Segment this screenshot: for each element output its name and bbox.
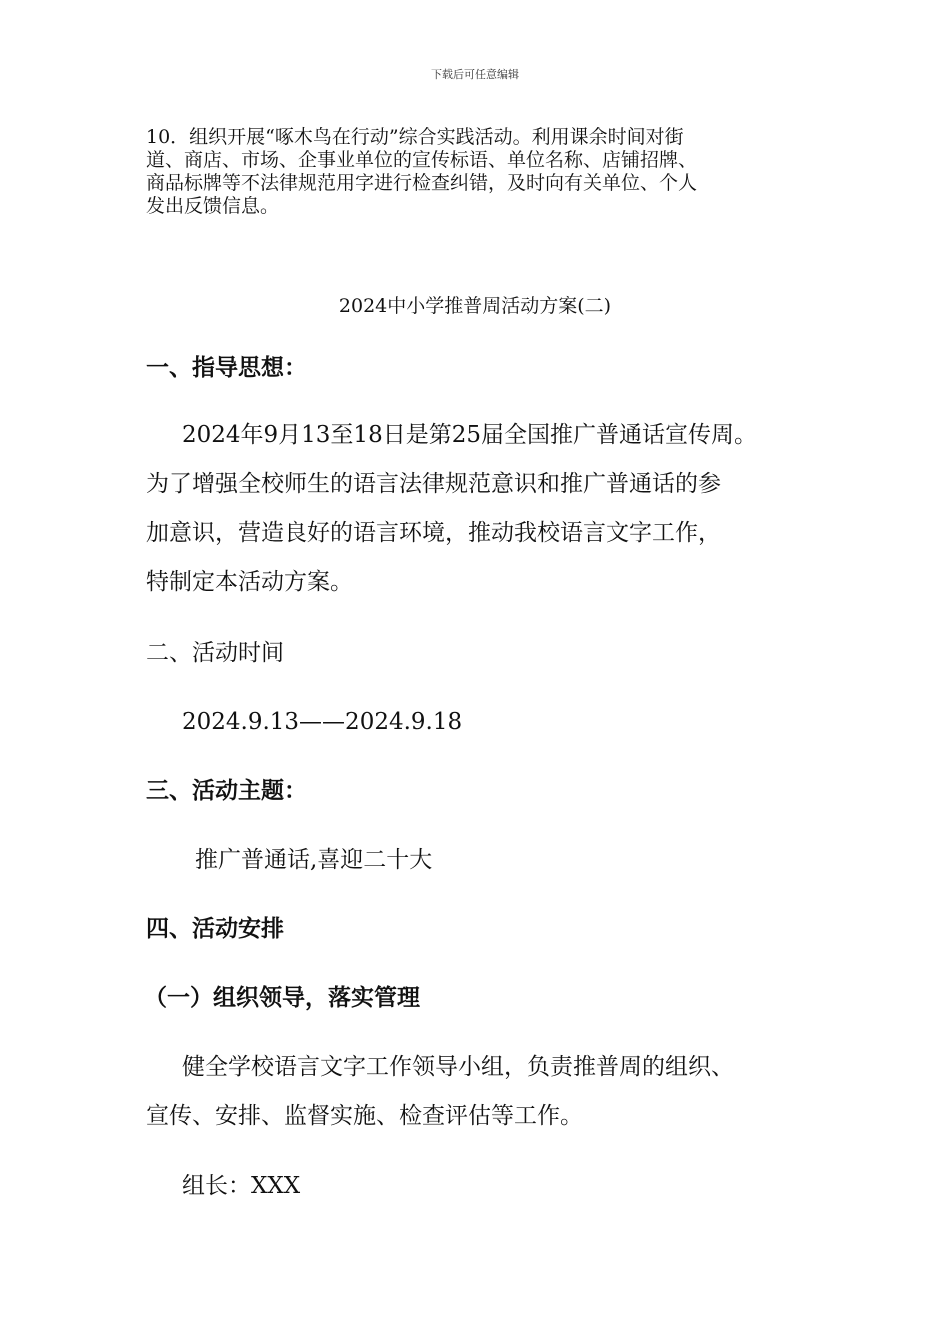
section-1-heading: 一、指导思想：: [146, 354, 307, 381]
item-10-paragraph: [146, 126, 826, 218]
document-title: 2024中小学推普周活动方案(二): [338, 295, 612, 317]
section-3-heading: 三、活动主题：: [146, 777, 307, 804]
activity-theme: 推广普通话,喜迎二十大: [195, 847, 433, 873]
section-1-paragraph: [146, 411, 757, 607]
item-10-line: 10．组织开展“啄木鸟在行动”综合实践活动。利用课余时间对街: [146, 126, 684, 148]
section-1-line: 特制定本活动方案。: [146, 569, 353, 595]
section-4-sub-1-line: 健全学校语言文字工作领导小组，负责推普周的组织、: [182, 1054, 734, 1080]
section-4-sub-1-paragraph: [146, 1043, 734, 1141]
section-1-line: 为了增强全校师生的语言法律规范意识和推广普通话的参: [146, 471, 721, 497]
section-4-sub-1-heading: （一）组织领导，落实管理: [144, 984, 420, 1011]
item-10-line: 商品标牌等不法律规范用字进行检查纠错，及时向有关单位、个人: [146, 172, 698, 194]
section-1-line: 加意识，营造良好的语言环境，推动我校语言文字工作，: [146, 520, 721, 546]
header-note: 下载后可任意编辑: [431, 68, 519, 81]
item-10-line: 发出反馈信息。: [146, 195, 280, 217]
activity-date-range: 2024.9.13——2024.9.18: [182, 709, 463, 735]
section-2-heading: 二、活动时间: [146, 640, 284, 666]
item-10-line: 道、商店、市场、企事业单位的宣传标语、单位名称、店铺招牌、: [146, 149, 698, 171]
section-4-sub-1-line: 宣传、安排、监督实施、检查评估等工作。: [146, 1103, 583, 1129]
group-leader: 组长：XXX: [182, 1173, 301, 1199]
section-4-heading: 四、活动安排: [146, 915, 284, 942]
section-1-line: 2024年9月13至18日是第25届全国推广普通话宣传周。: [182, 422, 757, 448]
